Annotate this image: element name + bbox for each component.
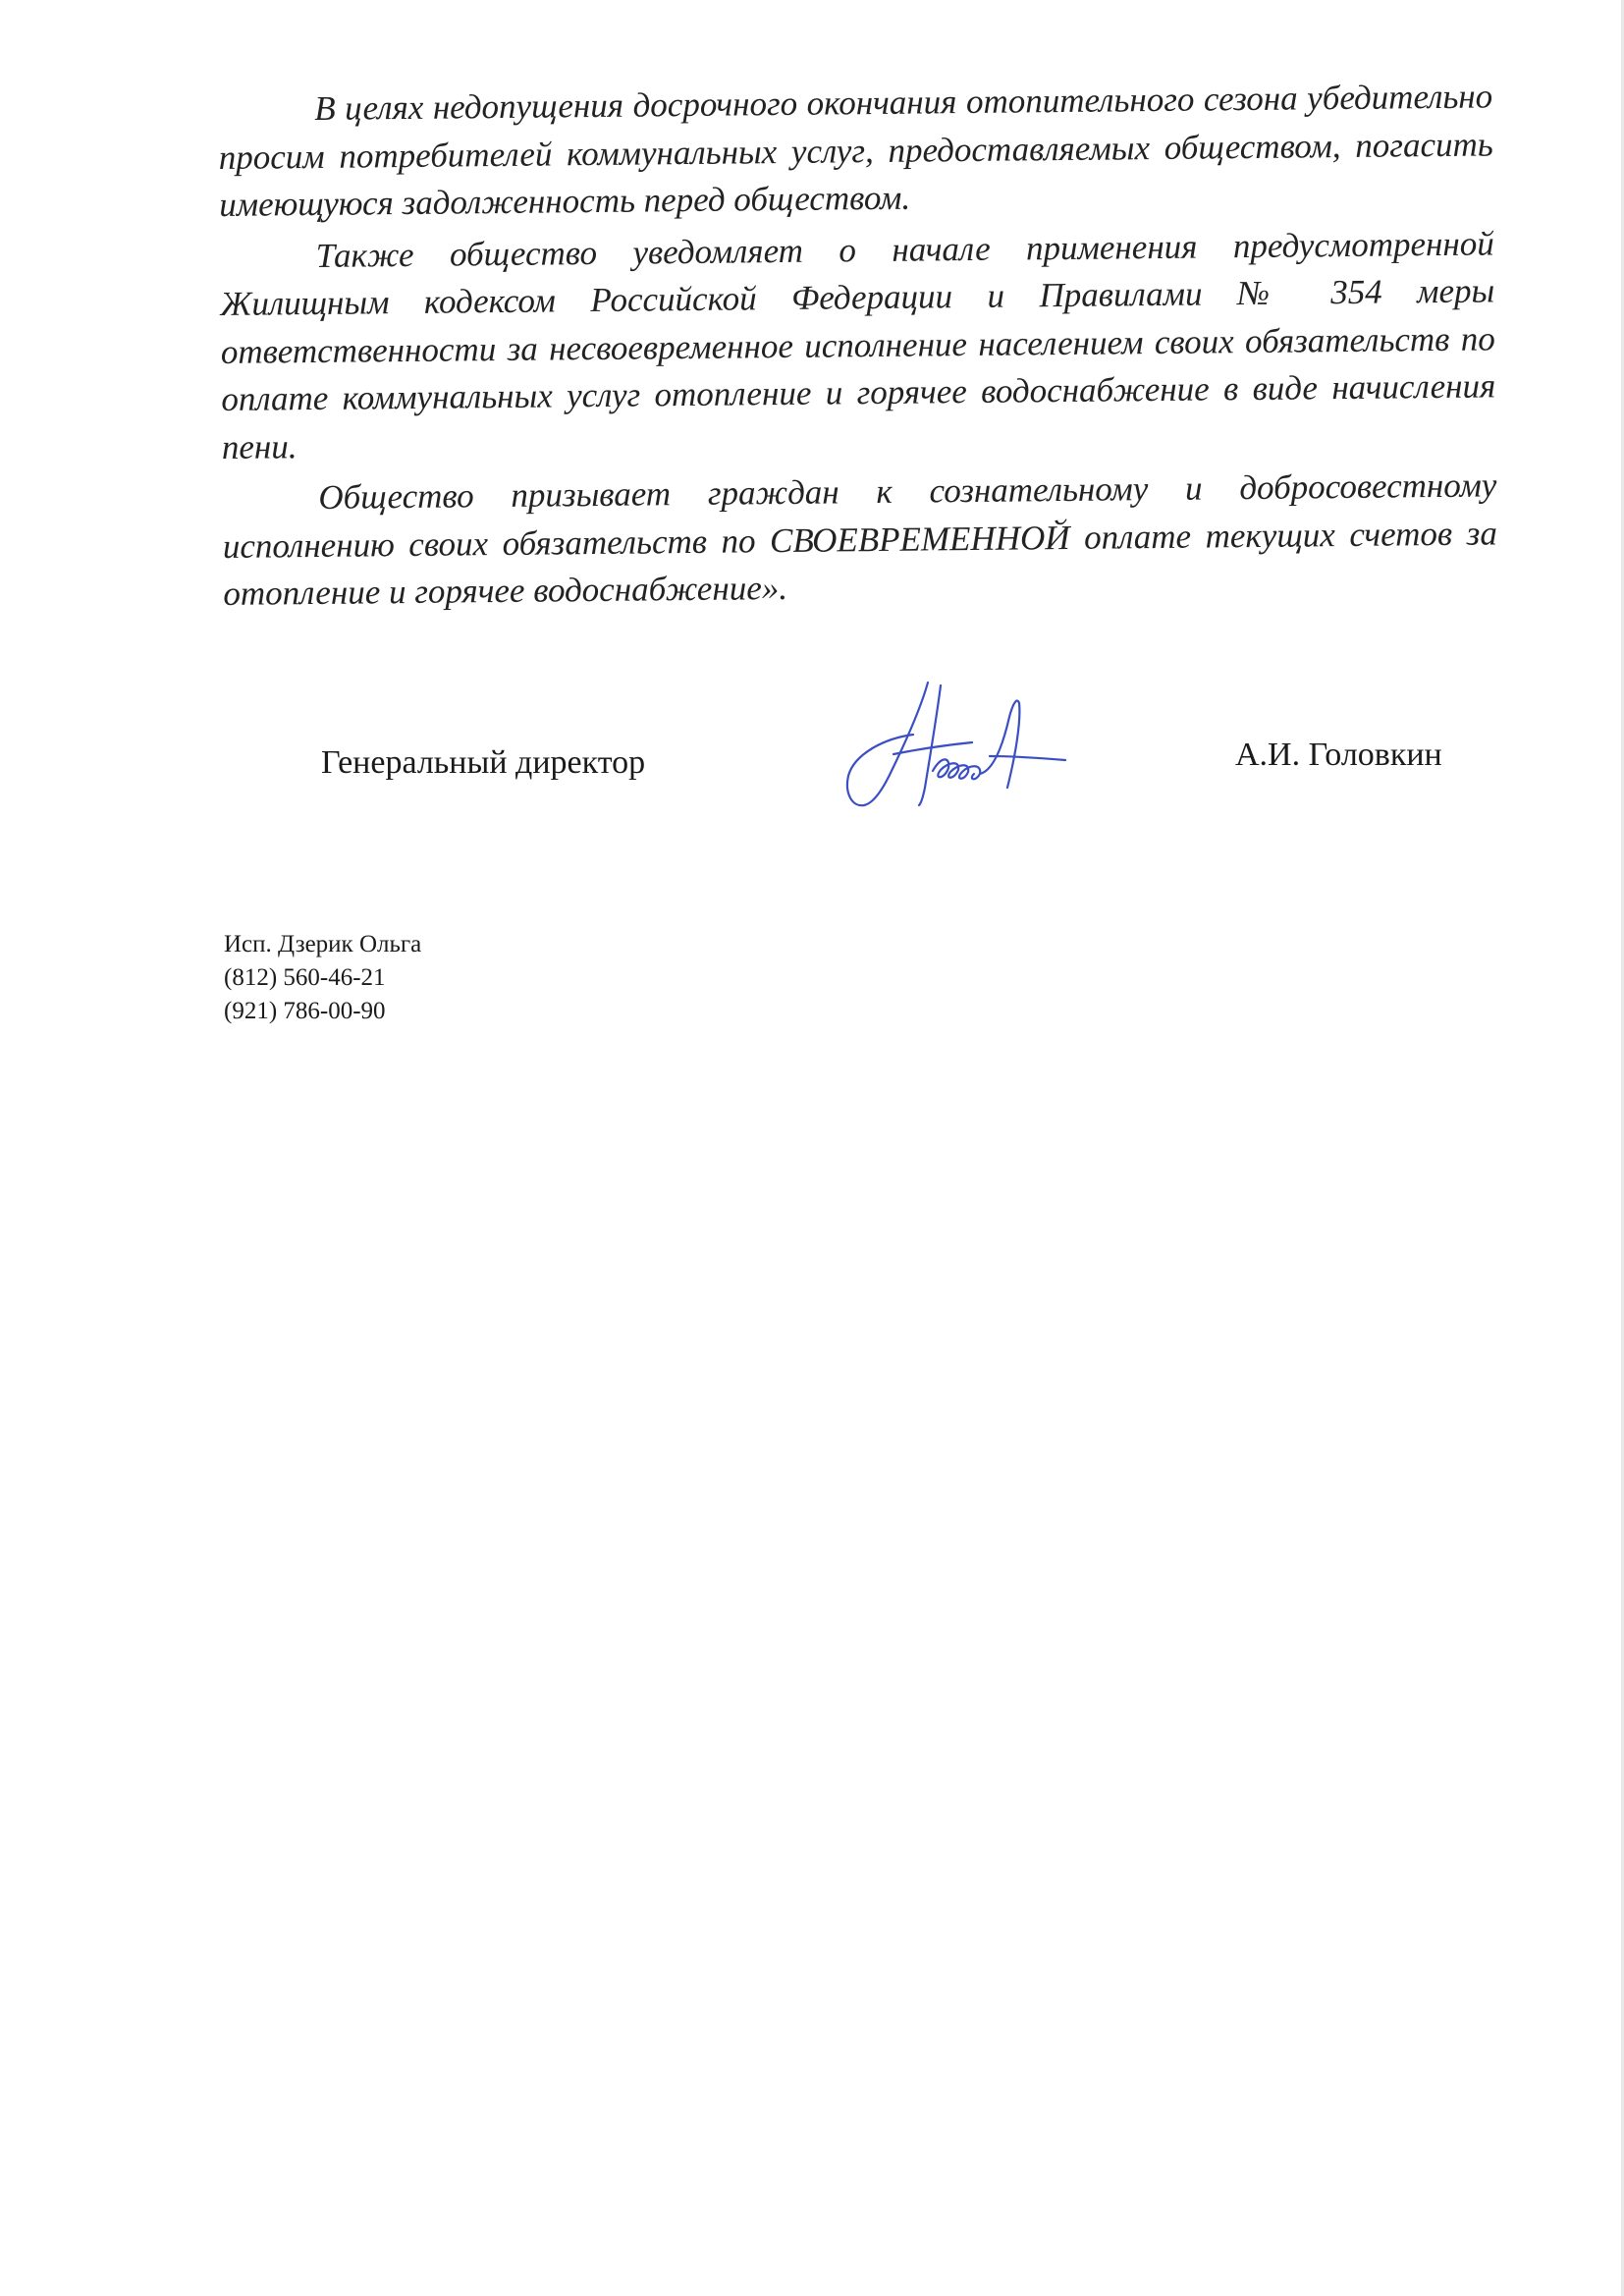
letter-body xyxy=(218,73,1498,622)
phone-number: (921) 786-00-90 xyxy=(224,998,386,1024)
contact-info xyxy=(224,928,421,1028)
paragraph-penalty-notice: Также общество уведомляет о начале применения предусмотренной Жилищным кодексом Российской Федерации и Правилами № 354 меры ответственности за несвоевременное исполнение населением своих обязательств по оплате коммунальных услуг отопление и горячее водоснабжение в виде начисления пени. xyxy=(220,223,1496,466)
executor-name: Исп. Дзерик Ольга xyxy=(224,931,422,957)
phone-number: (812) 560-46-21 xyxy=(224,964,386,991)
paragraph-call-to-pay: Общество призывает граждан к сознательному и добросовестному исполнению своих обязательств по СВОЕВРЕМЕННОЙ оплате текущих счетов за отопление и горячее водоснабжение». xyxy=(222,465,1498,613)
paragraph-debt-request: В целях недопущения досрочного окончания отопительного сезона убедительно просим потребителей коммунальных услуг, предоставляемых обществом, погасить имеющуюся задолженность перед обществом. xyxy=(218,77,1493,224)
signatory-name: А.И. Головкин xyxy=(1235,737,1442,773)
signatory-title: Генеральный директор xyxy=(321,744,646,781)
handwritten-signature xyxy=(835,678,1090,825)
signature-block xyxy=(0,678,1624,825)
